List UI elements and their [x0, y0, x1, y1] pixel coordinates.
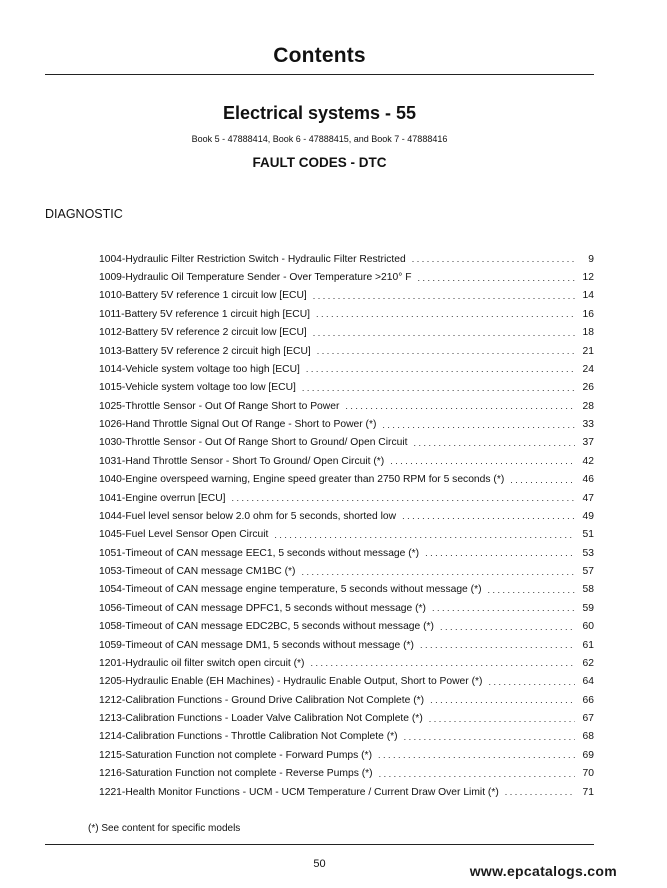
toc-entry-page: 71	[582, 786, 594, 798]
toc-entry[interactable]	[99, 765, 594, 783]
toc-leader-dots	[505, 787, 575, 797]
toc-entry-page: 64	[582, 676, 594, 688]
toc-entry-page: 9	[588, 253, 594, 265]
toc-leader-dots	[402, 511, 575, 521]
toc-leader-dots	[313, 291, 575, 301]
watermark-logo: www.epcatalogs.com	[469, 863, 617, 879]
toc-entry[interactable]	[99, 397, 594, 415]
toc-entry-page: 28	[582, 400, 594, 412]
toc-entry-page: 59	[582, 602, 594, 614]
toc-leader-dots	[420, 640, 575, 650]
table-of-contents	[99, 250, 594, 801]
toc-entry[interactable]	[99, 507, 594, 525]
toc-leader-dots	[310, 658, 575, 668]
toc-entry-page: 58	[582, 584, 594, 596]
toc-entry-page: 46	[582, 474, 594, 486]
toc-leader-dots	[274, 530, 575, 540]
toc-entry[interactable]	[99, 618, 594, 636]
toc-leader-dots	[413, 438, 575, 448]
toc-leader-dots	[425, 548, 575, 558]
toc-entry-title: 1056-Timeout of CAN message DPFC1, 5 seconds without message (*)	[99, 602, 426, 614]
toc-entry-page: 18	[582, 327, 594, 339]
toc-entry-title: 1215-Saturation Function not complete - Forward Pumps (*)	[99, 749, 372, 761]
toc-entry-page: 37	[582, 437, 594, 449]
toc-entry-title: 1216-Saturation Function not complete - Reverse Pumps (*)	[99, 768, 373, 780]
toc-entry[interactable]	[99, 673, 594, 691]
toc-entry-title: 1221-Health Monitor Functions - UCM - UCM Temperature / Current Draw Over Limit (*)	[99, 786, 499, 798]
toc-entry-title: 1012-Battery 5V reference 2 circuit low [ECU]	[99, 327, 307, 339]
toc-entry[interactable]	[99, 268, 594, 286]
toc-entry-page: 67	[582, 713, 594, 725]
toc-entry[interactable]	[99, 783, 594, 801]
toc-entry-title: 1213-Calibration Functions - Loader Valve Calibration Not Complete (*)	[99, 713, 423, 725]
toc-entry[interactable]	[99, 746, 594, 764]
toc-entry[interactable]	[99, 691, 594, 709]
toc-entry[interactable]	[99, 342, 594, 360]
toc-leader-dots	[302, 383, 575, 393]
toc-leader-dots	[306, 364, 575, 374]
toc-leader-dots	[510, 475, 575, 485]
toc-entry-page: 68	[582, 731, 594, 743]
toc-entry-title: 1031-Hand Throttle Sensor - Short To Ground/ Open Circuit (*)	[99, 455, 385, 467]
toc-entry-page: 62	[582, 657, 594, 669]
toc-leader-dots	[440, 622, 575, 632]
toc-entry[interactable]	[99, 379, 594, 397]
page-number: 50	[313, 858, 326, 870]
toc-entry-page: 47	[582, 492, 594, 504]
toc-entry-title: 1026-Hand Throttle Signal Out Of Range - Short to Power (*)	[99, 419, 377, 431]
toc-entry-page: 61	[582, 639, 594, 651]
toc-entry-title: 1214-Calibration Functions - Throttle Calibration Not Complete (*)	[99, 731, 398, 743]
toc-entry-title: 1201-Hydraulic oil filter switch open circuit (*)	[99, 657, 305, 669]
toc-entry-title: 1212-Calibration Functions - Ground Drive Calibration Not Complete (*)	[99, 694, 425, 706]
toc-entry[interactable]	[99, 287, 594, 305]
toc-entry[interactable]	[99, 360, 594, 378]
book-references: Book 5 - 47888414, Book 6 - 47888415, and Book 7 - 47888416	[191, 134, 448, 144]
toc-leader-dots	[379, 769, 575, 779]
toc-entry-title: 1014-Vehicle system voltage too high [ECU]	[99, 363, 300, 375]
toc-entry-page: 16	[582, 308, 594, 320]
toc-entry[interactable]	[99, 654, 594, 672]
section-subtitle: FAULT CODES - DTC	[252, 155, 387, 170]
toc-entry-title: 1030-Throttle Sensor - Out Of Range Short to Ground/ Open Circuit	[99, 437, 408, 449]
toc-leader-dots	[316, 309, 575, 319]
category-heading: DIAGNOSTIC	[45, 207, 123, 221]
toc-entry[interactable]	[99, 415, 594, 433]
toc-leader-dots	[390, 456, 575, 466]
toc-leader-dots	[488, 677, 575, 687]
toc-entry-title: 1058-Timeout of CAN message EDC2BC, 5 seconds without message (*)	[99, 621, 434, 633]
toc-entry[interactable]	[99, 305, 594, 323]
toc-entry[interactable]	[99, 636, 594, 654]
toc-entry[interactable]	[99, 250, 594, 268]
toc-entry[interactable]	[99, 324, 594, 342]
toc-leader-dots	[412, 254, 575, 264]
toc-leader-dots	[430, 695, 575, 705]
page-title: Contents	[273, 44, 366, 67]
toc-entry[interactable]	[99, 599, 594, 617]
toc-entry-page: 69	[582, 749, 594, 761]
toc-entry-page: 33	[582, 419, 594, 431]
toc-entry-page: 24	[582, 363, 594, 375]
top-divider	[45, 74, 594, 75]
toc-entry-title: 1010-Battery 5V reference 1 circuit low [ECU]	[99, 290, 307, 302]
toc-entry-page: 26	[582, 382, 594, 394]
toc-entry[interactable]	[99, 452, 594, 470]
toc-entry-page: 49	[582, 510, 594, 522]
toc-entry[interactable]	[99, 709, 594, 727]
toc-entry-page: 66	[582, 694, 594, 706]
section-title: Electrical systems - 55	[222, 103, 417, 123]
toc-leader-dots	[232, 493, 576, 503]
toc-entry-page: 70	[582, 768, 594, 780]
toc-entry[interactable]	[99, 526, 594, 544]
toc-entry-title: 1051-Timeout of CAN message EEC1, 5 seconds without message (*)	[99, 547, 420, 559]
toc-entry-title: 1053-Timeout of CAN message CM1BC (*)	[99, 566, 296, 578]
bottom-divider	[45, 844, 594, 845]
toc-leader-dots	[488, 585, 575, 595]
toc-entry-title: 1025-Throttle Sensor - Out Of Range Short to Power	[99, 400, 340, 412]
toc-entry[interactable]	[99, 544, 594, 562]
toc-entry[interactable]	[99, 562, 594, 580]
toc-entry-page: 51	[582, 529, 594, 541]
toc-leader-dots	[317, 346, 575, 356]
toc-entry-title: 1013-Battery 5V reference 2 circuit high [ECU]	[99, 345, 311, 357]
toc-entry-page: 12	[582, 272, 594, 284]
toc-entry-title: 1059-Timeout of CAN message DM1, 5 seconds without message (*)	[99, 639, 414, 651]
toc-leader-dots	[345, 401, 575, 411]
toc-entry-title: 1011-Battery 5V reference 1 circuit high [ECU]	[99, 308, 310, 320]
toc-leader-dots	[432, 603, 575, 613]
toc-entry-page: 21	[582, 345, 594, 357]
toc-leader-dots	[404, 732, 575, 742]
toc-entry-title: 1009-Hydraulic Oil Temperature Sender - Over Temperature >210° F	[99, 272, 412, 284]
toc-entry[interactable]	[99, 471, 594, 489]
toc-leader-dots	[418, 273, 575, 283]
toc-entry[interactable]	[99, 489, 594, 507]
toc-entry-title: 1044-Fuel level sensor below 2.0 ohm for 5 seconds, shorted low	[99, 510, 397, 522]
toc-entry-title: 1054-Timeout of CAN message engine temperature, 5 seconds without message (*)	[99, 584, 482, 596]
toc-entry[interactable]	[99, 581, 594, 599]
toc-entry-title: 1205-Hydraulic Enable (EH Machines) - Hydraulic Enable Output, Short to Power (*)	[99, 676, 483, 688]
toc-entry-title: 1015-Vehicle system voltage too low [ECU]	[99, 382, 296, 394]
toc-entry-title: 1004-Hydraulic Filter Restriction Switch - Hydraulic Filter Restricted	[99, 253, 406, 265]
toc-entry-page: 60	[582, 621, 594, 633]
toc-leader-dots	[313, 328, 575, 338]
toc-leader-dots	[382, 420, 575, 430]
toc-entry-title: 1040-Engine overspeed warning, Engine speed greater than 2750 RPM for 5 seconds (*)	[99, 474, 505, 486]
toc-entry-page: 42	[582, 455, 594, 467]
toc-leader-dots	[301, 567, 575, 577]
footnote: (*) See content for specific models	[88, 823, 241, 834]
toc-leader-dots	[378, 750, 575, 760]
toc-entry[interactable]	[99, 728, 594, 746]
toc-leader-dots	[429, 714, 575, 724]
toc-entry-title: 1045-Fuel Level Sensor Open Circuit	[99, 529, 269, 541]
toc-entry-page: 53	[582, 547, 594, 559]
toc-entry[interactable]	[99, 434, 594, 452]
toc-entry-page: 57	[582, 566, 594, 578]
toc-entry-title: 1041-Engine overrun [ECU]	[99, 492, 226, 504]
toc-entry-page: 14	[582, 290, 594, 302]
